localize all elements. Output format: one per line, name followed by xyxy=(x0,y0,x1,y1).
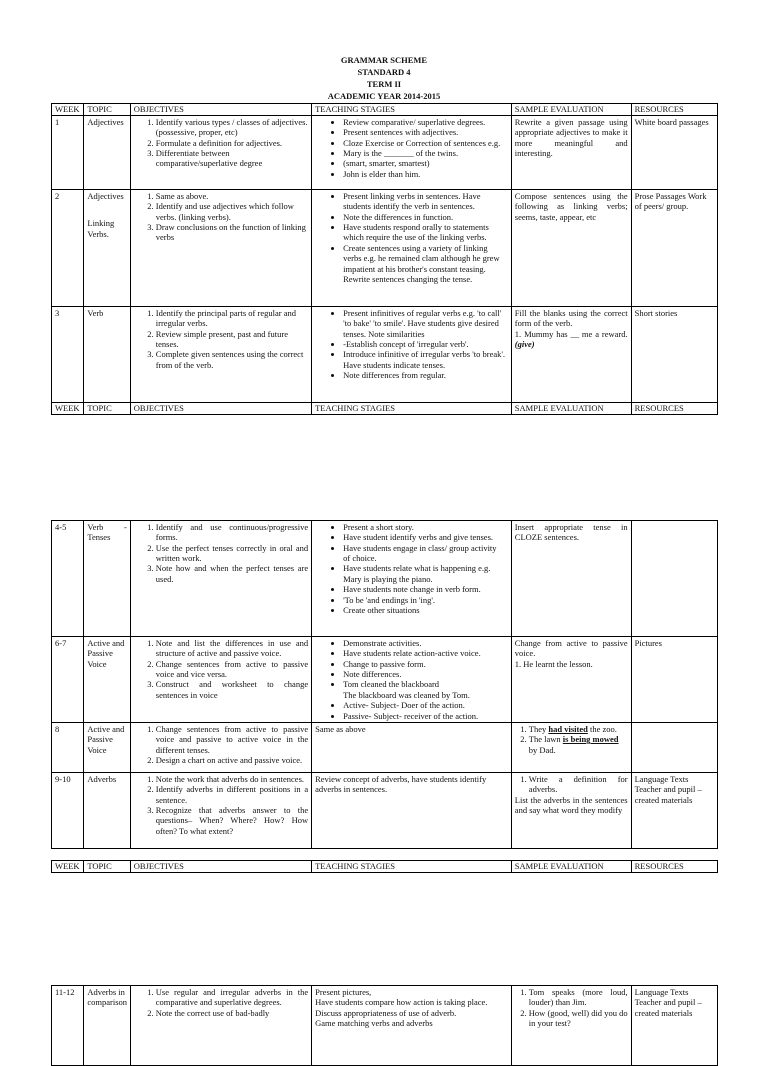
topic-text: Adjectives xyxy=(87,191,124,201)
table-row xyxy=(52,190,718,307)
evaluation-item: 1. Tom speaks (more loud, louder) than Jim. xyxy=(529,987,628,1008)
scheme-table-3 xyxy=(51,985,718,1066)
evaluation-cell: Rewrite a given passage using appropriate adjectives to make it more meaningful and interesting. xyxy=(511,116,631,190)
teaching-item: The blackboard was cleaned by Tom. xyxy=(343,689,470,700)
evaluation-cell xyxy=(511,722,631,772)
objectives-cell xyxy=(130,722,311,772)
scheme-table-2 xyxy=(51,520,718,849)
topic-cell: Adverbs in comparison xyxy=(84,986,130,1066)
teaching-item: • Have students engage in class/ group activity xyxy=(343,543,508,553)
objectives-cell xyxy=(130,521,311,637)
objectives-cell xyxy=(130,307,311,403)
header-teaching: TEACHING STAGIES xyxy=(312,403,512,415)
evaluation-cell: Insert appropriate tense in CLOZE sentences. xyxy=(511,521,631,637)
header-teaching: TEACHING STAGIES xyxy=(312,861,512,873)
teaching-item: • Have students note change in verb form. xyxy=(343,584,508,594)
header-week: WEEK xyxy=(52,104,84,116)
week-cell: 3 xyxy=(52,307,84,403)
teaching-item: • Create sentences using a variety of linking verbs e.g. he remained clam although he grew impatient at his brother's constant teasing. Rewrite sentences changing the tense. xyxy=(343,243,508,284)
objective-item: 3. Differentiate between comparative/superlative degree xyxy=(156,148,308,169)
evaluation-item: 2. The lawn is being mowed by Dad. xyxy=(529,734,628,755)
header-resources: RESOURCES xyxy=(631,104,717,116)
week-cell: 6-7 xyxy=(52,637,84,723)
teaching-cell: Review concept of adverbs, have students identify adverbs in sentences. xyxy=(312,772,512,848)
teaching-item: • Have students relate action-active voice. xyxy=(343,648,508,658)
objective-item: 3. Draw conclusions on the function of linking verbs xyxy=(156,222,308,243)
evaluation-text: Change from active to passive voice. xyxy=(514,638,628,659)
teaching-item: • Note the differences in function. xyxy=(343,212,508,222)
scheme-table-2-footer xyxy=(51,860,718,873)
topic-cell xyxy=(84,190,130,307)
teaching-cell xyxy=(312,637,512,723)
resources-cell: Language Texts Teacher and pupil – created materials xyxy=(631,986,717,1066)
header-topic: TOPIC xyxy=(84,104,130,116)
objective-item: 2. Use the perfect tenses correctly in oral and written work. xyxy=(156,543,308,564)
objective-item: 3. Construct and worksheet to change sentences in voice xyxy=(156,679,308,700)
objective-item: 2. Review simple present, past and future tenses. xyxy=(156,329,308,350)
objective-item: 2. Design a chart on active and passive voice. xyxy=(156,755,308,765)
objectives-cell xyxy=(130,190,311,307)
teaching-item: • Mary is the _______ of the twins. xyxy=(343,148,508,158)
header-evaluation: SAMPLE EVALUATION xyxy=(511,861,631,873)
resources-cell: White board passages xyxy=(631,116,717,190)
resources-cell: Prose Passages Work of peers/ group. xyxy=(631,190,717,307)
objective-item: 1. Identify various types / classes of adjectives. (possessive, proper, etc) xyxy=(156,117,308,138)
objective-item: 1. Identify and use continuous/progressive forms. xyxy=(156,522,308,543)
header-evaluation: SAMPLE EVALUATION xyxy=(511,104,631,116)
topic-text: Linking Verbs. xyxy=(87,218,115,239)
teaching-item: • Have students relate what is happening e.g. Mary is playing the piano. xyxy=(343,563,508,584)
teaching-text: Have students compare how action is taking place. xyxy=(315,997,488,1008)
resources-cell: Language Texts Teacher and pupil – created materials xyxy=(631,772,717,848)
table-row xyxy=(52,116,718,190)
header-topic: TOPIC xyxy=(84,861,130,873)
teaching-item: • Have students respond orally to statements which require the use of the linking verbs. xyxy=(343,222,508,243)
objective-item: 2. Identify adverbs in different positions in a sentence. xyxy=(156,784,308,805)
evaluation-text: List the adverbs in the sentences and say what word they modify xyxy=(514,794,628,815)
evaluation-item: 1. Write a definition for adverbs. xyxy=(529,774,628,795)
teaching-item: • (smart, smarter, smartest) xyxy=(343,158,508,168)
teaching-item: • Review comparative/ superlative degrees. xyxy=(343,117,508,127)
teaching-cell xyxy=(312,307,512,403)
objective-item: 2. Identify and use adjectives which follow verbs. (linking verbs). xyxy=(156,201,308,222)
title-line-1: GRAMMAR SCHEME xyxy=(340,55,428,65)
table-row xyxy=(52,772,718,848)
header-row xyxy=(52,861,718,873)
objective-item: 3. Complete given sentences using the correct from of the verb. xyxy=(156,349,308,370)
teaching-item: • Demonstrate activities. xyxy=(343,638,508,648)
teaching-text: Game matching verbs and adverbs xyxy=(315,1018,433,1029)
scheme-table-1 xyxy=(51,103,718,415)
teaching-item: • Present infinitives of regular verbs e.g. 'to call' 'to bake' 'to smile'. Have students give desired tenses. Note similarities xyxy=(343,308,508,339)
evaluation-text: Fill the blanks using the correct form of the verb. xyxy=(514,308,628,329)
header-objectives: OBJECTIVES xyxy=(130,104,311,116)
week-cell: 4-5 xyxy=(52,521,84,637)
teaching-item: • Have student identify verbs and give tenses. xyxy=(343,532,508,542)
evaluation-hint: (give) xyxy=(514,339,535,350)
teaching-item: • 'To be 'and endings in 'ing'. xyxy=(343,595,508,605)
header-week: WEEK xyxy=(52,861,84,873)
objective-item: 1. Use regular and irregular adverbs in the comparative and superlative degrees. xyxy=(156,987,308,1008)
topic-cell: Adjectives xyxy=(84,116,130,190)
teaching-item: • Note differences. xyxy=(343,669,508,679)
evaluation-cell xyxy=(511,637,631,723)
teaching-cell xyxy=(312,986,512,1066)
teaching-item: • Passive- Subject- receiver of the action. xyxy=(343,711,508,721)
topic-cell: Active and Passive Voice xyxy=(84,637,130,723)
teaching-item: • Introduce infinitive of irregular verbs 'to break'. Have students indicate tenses. xyxy=(343,349,508,370)
objective-item: 2. Formulate a definition for adjectives. xyxy=(156,138,308,148)
objective-item: 1. Note and list the differences in use and structure of active and passive voice. xyxy=(156,638,308,659)
teaching-item: • Active- Subject- Doer of the action. xyxy=(343,700,508,710)
teaching-item: • Tom cleaned the blackboard xyxy=(343,679,508,689)
topic-cell: Verb - Tenses xyxy=(84,521,130,637)
teaching-item: • Cloze Exercise or Correction of sentences e.g. xyxy=(343,138,508,148)
objective-item: 1. Change sentences from active to passive voice and passive to active voice in the different tenses. xyxy=(156,724,308,755)
teaching-item: • Change to passive form. xyxy=(343,659,508,669)
week-cell: 11-12 xyxy=(52,986,84,1066)
week-cell: 2 xyxy=(52,190,84,307)
table-row xyxy=(52,637,718,723)
resources-cell: Short stories xyxy=(631,307,717,403)
teaching-item: • Present a short story. xyxy=(343,522,508,532)
week-cell: 1 xyxy=(52,116,84,190)
week-cell: 9-10 xyxy=(52,772,84,848)
teaching-item: • John is elder than him. xyxy=(343,169,508,179)
teaching-text: Discuss appropriateness of use of adverb. xyxy=(315,1007,457,1018)
header-row xyxy=(52,403,718,415)
objective-item: 1. Note the work that adverbs do in sentences. xyxy=(156,774,308,784)
evaluation-cell: Compose sentences using the following as linking verbs; seems, taste, appear, etc xyxy=(511,190,631,307)
evaluation-text: 1. He learnt the lesson. xyxy=(514,658,593,669)
table-row xyxy=(52,722,718,772)
title-line-4: ACADEMIC YEAR 2014-2015 xyxy=(327,91,441,101)
topic-cell: Active and Passive Voice xyxy=(84,722,130,772)
teaching-text: Present pictures, xyxy=(315,987,372,997)
table-row xyxy=(52,521,718,637)
header-evaluation: SAMPLE EVALUATION xyxy=(511,403,631,415)
objectives-cell xyxy=(130,986,311,1066)
teaching-cell xyxy=(312,521,512,637)
teaching-item: • Present sentences with adjectives. xyxy=(343,127,508,137)
objective-item: 3. Recognize that adverbs answer to the questions– When? Where? How? How often? To what extent? xyxy=(156,805,308,836)
resources-cell xyxy=(631,521,717,637)
resources-cell xyxy=(631,722,717,772)
evaluation-item: 1. They had visited the zoo. xyxy=(529,724,628,734)
objective-item: 2. Note the correct use of bad-badly xyxy=(156,1008,308,1018)
title-line-3: TERM II xyxy=(366,79,402,89)
header-week: WEEK xyxy=(52,403,84,415)
teaching-cell xyxy=(312,116,512,190)
title-line-2: STANDARD 4 xyxy=(357,67,411,77)
header-objectives: OBJECTIVES xyxy=(130,861,311,873)
teaching-cell: Same as above xyxy=(312,722,512,772)
evaluation-cell xyxy=(511,307,631,403)
resources-cell: Pictures xyxy=(631,637,717,723)
evaluation-cell xyxy=(511,772,631,848)
objectives-cell xyxy=(130,116,311,190)
teaching-item: • Create other situations xyxy=(343,605,508,615)
teaching-item: • Note differences from regular. xyxy=(343,370,508,380)
evaluation-cell xyxy=(511,986,631,1066)
table-row xyxy=(52,307,718,403)
header-row xyxy=(52,104,718,116)
teaching-item: of choice. xyxy=(343,553,377,564)
objective-item: 1. Identify the principal parts of regular and irregular verbs. xyxy=(156,308,308,329)
objectives-cell xyxy=(130,772,311,848)
header-objectives: OBJECTIVES xyxy=(130,403,311,415)
teaching-item: • -Establish concept of 'irregular verb'. xyxy=(343,339,508,349)
topic-cell: Adverbs xyxy=(84,772,130,848)
teaching-cell xyxy=(312,190,512,307)
objectives-cell xyxy=(130,637,311,723)
header-resources: RESOURCES xyxy=(631,861,717,873)
topic-cell: Verb xyxy=(84,307,130,403)
objective-item: 3. Note how and when the perfect tenses are used. xyxy=(156,563,308,584)
header-teaching: TEACHING STAGIES xyxy=(312,104,512,116)
header-topic: TOPIC xyxy=(84,403,130,415)
week-cell: 8 xyxy=(52,722,84,772)
evaluation-item: 2. How (good, well) did you do in your test? xyxy=(529,1008,628,1029)
table-row xyxy=(52,986,718,1066)
objective-item: 2. Change sentences from active to passive voice and vice versa. xyxy=(156,659,308,680)
objective-item: 1. Same as above. xyxy=(156,191,308,201)
evaluation-text: 1. Mummy has __ me a reward. xyxy=(514,328,628,339)
teaching-item: • Present linking verbs in sentences. Have students identify the verb in sentences. xyxy=(343,191,508,212)
header-resources: RESOURCES xyxy=(631,403,717,415)
